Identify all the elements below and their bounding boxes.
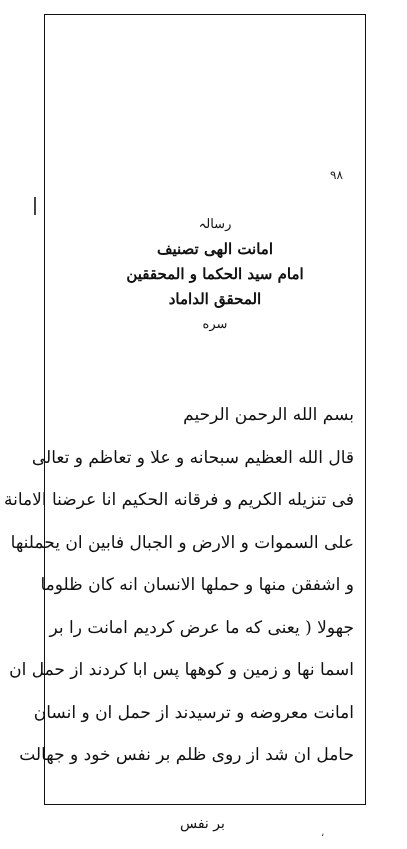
catchword: بر نفس [180, 816, 225, 832]
title-line: سره [202, 317, 228, 332]
text-line: و اشفقن منها و حملها الانسان انه کان ظلوما [40, 575, 354, 595]
title-block [120, 212, 310, 370]
text-line: علی السموات و الارض و الجبال فابین ان یحملنها [10, 532, 354, 553]
text-line: امانت معروضه و ترسیدند از حمل ان و انسان [33, 702, 354, 723]
text-line: حامل ان شد از روی ظلم بر نفس خود و جهالت [19, 745, 354, 765]
text-line: اسما نها و زمین و کوهها پس ابا کردند از حمل ان [9, 660, 354, 680]
page-number: ۹۸ [330, 168, 343, 182]
text-line: بسم الله الرحمن الرحیم [183, 405, 354, 425]
title-line: رسالہ [198, 217, 232, 232]
title-line: امانت الهی تصنیف [156, 240, 274, 258]
text-line: فی تنزیله الکریم و فرقانه الحکیم انا عرضنا الامانة [4, 490, 354, 510]
corner-mark: ، [321, 828, 325, 839]
title-line: امام سید الحکما و المحققین [126, 265, 304, 283]
text-line: جهولا ( یعنی که ما عرض کردیم امانت را بر [49, 617, 354, 638]
margin-mark [34, 197, 36, 215]
text-line: قال الله العظیم سبحانه و علا و تعاظم و تعالی [31, 447, 354, 468]
title-line: المحقق الداماد [168, 290, 262, 308]
body-text [4, 394, 354, 794]
